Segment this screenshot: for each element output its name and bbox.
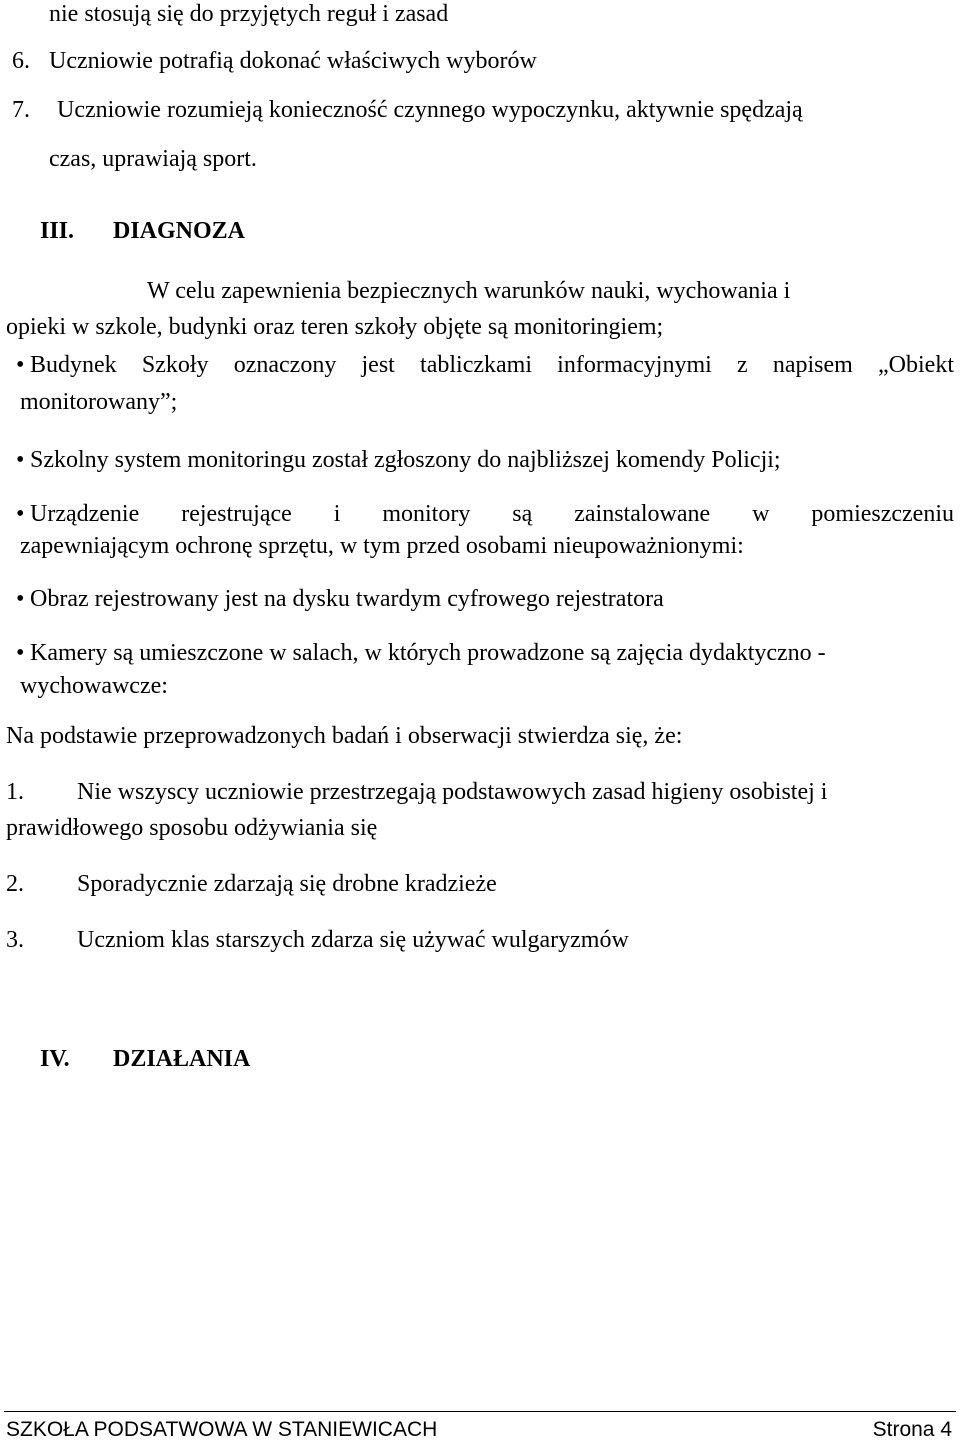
bullet-text: Obraz rejestrowany jest na dysku twardym cyfrowego rejestratora [30,586,664,612]
intro-paragraph-line: opieki w szkole, budynki oraz teren szkoły objęte są monitoringiem; [6,314,664,340]
conclusion-text: Na podstawie przeprowadzonych badań i obserwacji stwierdza się, że: [6,723,683,749]
finding-number: 1. [6,779,24,805]
bullet-text: Urządzenie rejestrujące i monitory są zainstalowane w pomieszczeniu [30,501,954,527]
list-item-number: 7. [12,97,30,123]
bullet-icon: • [16,586,25,612]
finding-text: Nie wszyscy uczniowie przestrzegają podstawowych zasad higieny osobistej i [77,779,828,805]
finding-number: 2. [6,871,24,897]
finding-text-cont: prawidłowego sposobu odżywiania się [6,815,378,841]
bullet-icon: • [16,447,25,473]
finding-text: Sporadycznie zdarzają się drobne kradzieże [77,871,497,897]
bullet-item [16,639,826,667]
bullet-text-cont: monitorowany”; [20,389,178,415]
bullet-text-cont: zapewniającym ochronę sprzętu, w tym przed osobami nieupoważnionymi: [20,533,744,559]
list-item-continuation: nie stosują się do przyjętych reguł i zasad [49,1,449,27]
section-title: DZIAŁANIA [113,1046,251,1072]
footer-page-number: Strona 4 [872,1418,952,1441]
section-numeral: III. [40,218,75,244]
footer-divider [4,1411,956,1412]
list-item-number: 6. [12,48,30,74]
finding-text: Uczniom klas starszych zdarza się używać wulgaryzmów [77,927,629,953]
intro-paragraph-line: W celu zapewnienia bezpiecznych warunków nauki, wychowania i [147,278,791,304]
finding-number: 3. [6,927,24,953]
bullet-text: Szkolny system monitoringu został zgłoszony do najbliższej komendy Policji; [30,447,781,473]
bullet-text-cont: wychowawcze: [20,673,168,699]
bullet-item [16,500,954,528]
bullet-text: Budynek Szkoły oznaczony jest tabliczkami informacyjnymi z napisem „Obiekt [30,352,954,378]
footer-school-name: SZKOŁA PODSATWOWA W STANIEWICACH [6,1418,438,1441]
list-item-text: czas, uprawiają sport. [49,146,257,172]
bullet-icon: • [16,501,25,527]
section-numeral: IV. [40,1046,70,1072]
bullet-icon: • [16,640,25,666]
list-item-text: Uczniowie rozumieją konieczność czynnego wypoczynku, aktywnie spędzają [57,97,803,123]
bullet-text: Kamery są umieszczone w salach, w których prowadzone są zajęcia dydaktyczno - [30,640,826,666]
section-title: DIAGNOZA [113,218,246,244]
bullet-item [16,351,954,379]
bullet-item [16,446,781,474]
list-item-text: Uczniowie potrafią dokonać właściwych wyborów [49,48,537,74]
bullet-icon: • [16,352,25,378]
bullet-item [16,585,664,613]
